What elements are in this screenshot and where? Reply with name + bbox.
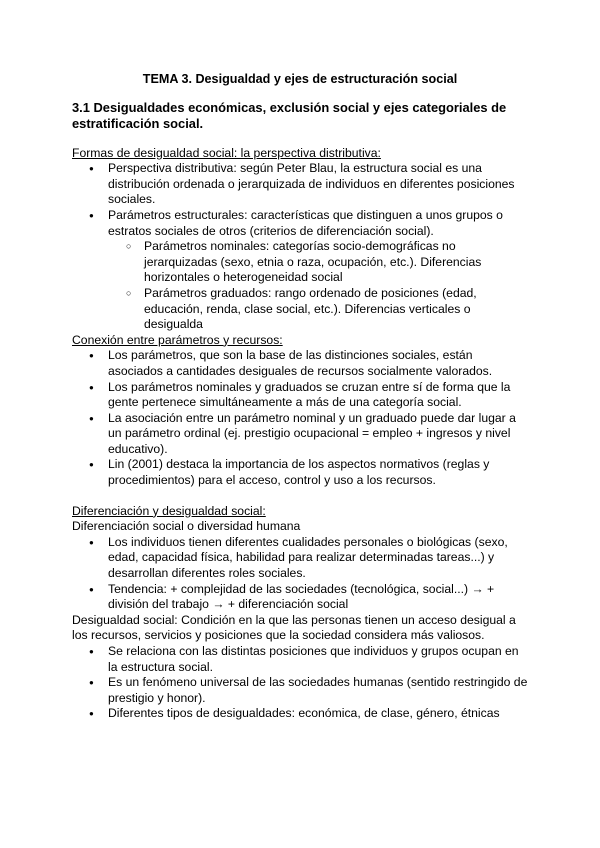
inequality-paragraph: Desigualdad social: Condición en la que las personas tienen un acceso desigual a los recursos, servicios y posiciones que la sociedad considera más valiosos. bbox=[72, 612, 516, 643]
list-item: ● La asociación entre un parámetro nominal y un graduado puede dar lugar a un parámetro ordinal (ej. prestigio ocupacional = empleo + ingresos y nivel educativo). bbox=[72, 411, 528, 458]
list-item: ● Se relaciona con las distintas posiciones que individuos y grupos ocupan en la estructura social. bbox=[72, 644, 528, 675]
list-item bbox=[72, 208, 528, 333]
list-item: ● Es un fenómeno universal de las sociedades humanas (sentido restringido de prestigio y honor). bbox=[72, 675, 528, 706]
spacer bbox=[72, 489, 528, 504]
list-item: ● Los parámetros nominales y graduados se cruzan entre sí de forma que la gente pertenece simultáneamente a más de una categoría social. bbox=[72, 380, 528, 411]
distributive-list bbox=[72, 161, 528, 333]
section-heading: 3.1 Desigualdades económicas, exclusión social y ejes categoriales de estratificación social. bbox=[72, 99, 507, 131]
inequality-list bbox=[72, 644, 528, 722]
sublist-item: ○ Parámetros nominales: categorías socio-demográficas no jerarquizadas (sexo, etnia o raza, ocupación, etc.). Diferencias horizontales o heterogeneidad social bbox=[108, 239, 528, 286]
list-item-text: Parámetros estructurales: características que distinguen a unos grupos o estratos sociales de otros (criterios de diferenciación social). bbox=[108, 207, 503, 238]
differentiation-list bbox=[72, 535, 528, 613]
differentiation-heading: Diferenciación y desigualdad social: bbox=[72, 503, 266, 518]
list-item: ● Tendencia: + complejidad de las sociedades (tecnológica, social...) → + división del trabajo → + diferenciación social bbox=[72, 582, 528, 613]
sublist-item: ○ Parámetros graduados: rango ordenado de posiciones (edad, educación, renda, clase social, etc.). Diferencias verticales o desigualda bbox=[108, 286, 528, 333]
connection-heading: Conexión entre parámetros y recursos: bbox=[72, 332, 283, 347]
differentiation-subheading: Diferenciación social o diversidad humana bbox=[72, 519, 301, 534]
list-item: ● Los parámetros, que son la base de las distinciones sociales, están asociados a cantidades desiguales de recursos socialmente valorados. bbox=[72, 348, 528, 379]
list-item: ● Lin (2001) destaca la importancia de los aspectos normativos (reglas y procedimientos) para el acceso, control y uso a los recursos. bbox=[72, 457, 528, 488]
distributive-heading: Formas de desigualdad social: la perspectiva distributiva: bbox=[72, 145, 381, 160]
connection-list bbox=[72, 348, 528, 488]
document-title: TEMA 3. Desigualdad y ejes de estructuración social bbox=[142, 72, 458, 86]
list-item: ● Diferentes tipos de desigualdades: económica, de clase, género, étnicas bbox=[72, 706, 528, 722]
list-item: ● Perspectiva distributiva: según Peter Blau, la estructura social es una distribución ordenada o jerarquizada de individuos en diferentes posiciones sociales. bbox=[72, 161, 528, 208]
parameters-sublist bbox=[108, 239, 528, 333]
list-item: ● Los individuos tienen diferentes cualidades personales o biológicas (sexo, edad, capacidad física, habilidad para realizar determinadas tareas...) y desarrollan diferentes roles sociales. bbox=[72, 535, 528, 582]
